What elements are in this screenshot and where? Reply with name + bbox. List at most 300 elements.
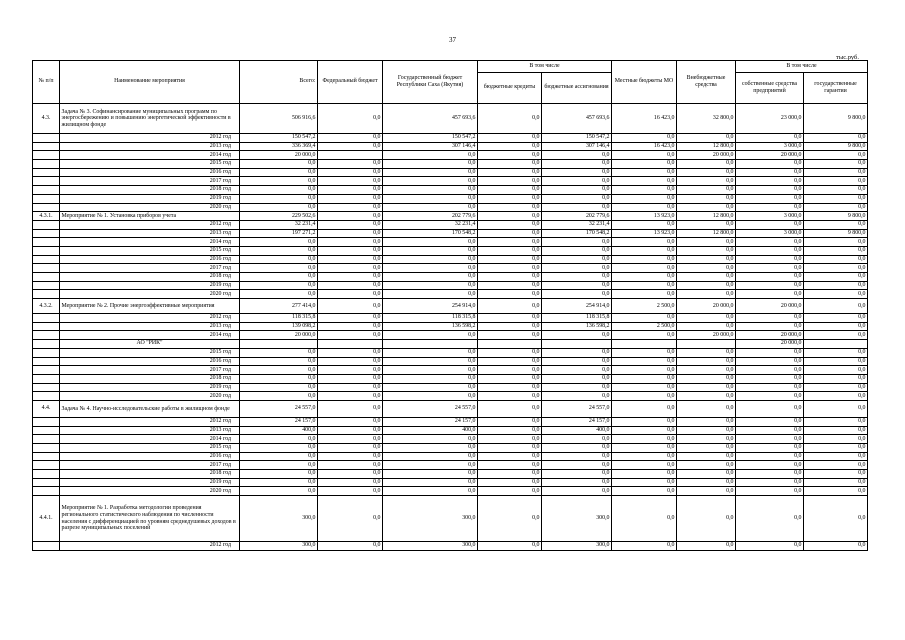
value-cell: 0,0 — [478, 151, 542, 160]
table-row — [33, 470, 868, 479]
value-cell: 0,0 — [612, 478, 677, 487]
value-cell — [677, 340, 736, 349]
value-cell: 0,0 — [383, 203, 478, 212]
header-extra: Внебюджетные средства — [677, 61, 736, 104]
value-cell: 307 146,4 — [383, 142, 478, 151]
value-cell: 24 157,0 — [240, 417, 318, 426]
table-row — [33, 417, 868, 426]
value-cell: 24 157,0 — [383, 417, 478, 426]
value-cell: 0,0 — [318, 426, 383, 435]
value-cell: 20 000,0 — [736, 331, 804, 340]
row-number — [33, 366, 60, 375]
value-cell: 0,0 — [804, 160, 868, 169]
value-cell: 0,0 — [478, 444, 542, 453]
value-cell: 0,0 — [736, 478, 804, 487]
value-cell: 0,0 — [736, 383, 804, 392]
value-cell: 0,0 — [804, 255, 868, 264]
value-cell: 0,0 — [383, 470, 478, 479]
value-cell: 3 000,0 — [736, 229, 804, 238]
header-num: № п/п — [33, 61, 60, 104]
year-label: 2018 год — [60, 470, 240, 479]
value-cell: 0,0 — [612, 281, 677, 290]
year-label: 2014 год — [60, 238, 240, 247]
year-label: 2014 год — [60, 435, 240, 444]
table-row — [33, 366, 868, 375]
value-cell: 0,0 — [383, 281, 478, 290]
value-cell: 0,0 — [677, 444, 736, 453]
value-cell: 0,0 — [677, 400, 736, 417]
value-cell: 0,0 — [804, 383, 868, 392]
value-cell: 0,0 — [736, 357, 804, 366]
value-cell: 0,0 — [804, 487, 868, 496]
table-row — [33, 238, 868, 247]
value-cell: 457 693,6 — [542, 104, 612, 134]
value-cell: 0,0 — [612, 151, 677, 160]
value-cell: 139 098,2 — [240, 322, 318, 331]
value-cell: 0,0 — [612, 426, 677, 435]
value-cell: 197 271,2 — [240, 229, 318, 238]
value-cell: 0,0 — [478, 496, 542, 542]
table-body — [33, 104, 868, 551]
value-cell: 12 800,0 — [677, 142, 736, 151]
value-cell: 0,0 — [612, 168, 677, 177]
value-cell: 0,0 — [542, 461, 612, 470]
row-number — [33, 461, 60, 470]
year-label: 2013 год — [60, 229, 240, 238]
value-cell: 0,0 — [478, 273, 542, 282]
value-cell: 136 598,2 — [542, 322, 612, 331]
year-label: 2016 год — [60, 357, 240, 366]
table-row — [33, 246, 868, 255]
value-cell: 0,0 — [677, 383, 736, 392]
value-cell: 0,0 — [318, 487, 383, 496]
year-label: 2013 год — [60, 426, 240, 435]
value-cell: 0,0 — [804, 314, 868, 323]
value-cell: 0,0 — [612, 264, 677, 273]
value-cell: 0,0 — [677, 273, 736, 282]
value-cell: 0,0 — [542, 264, 612, 273]
value-cell: 0,0 — [478, 417, 542, 426]
value-cell: 0,0 — [318, 160, 383, 169]
value-cell: 0,0 — [478, 452, 542, 461]
value-cell: 0,0 — [383, 177, 478, 186]
row-number — [33, 392, 60, 401]
value-cell: 0,0 — [804, 322, 868, 331]
value-cell: 0,0 — [318, 331, 383, 340]
value-cell: 0,0 — [736, 487, 804, 496]
value-cell: 0,0 — [736, 264, 804, 273]
table-row — [33, 203, 868, 212]
value-cell: 0,0 — [804, 331, 868, 340]
row-number — [33, 255, 60, 264]
value-cell: 0,0 — [478, 461, 542, 470]
value-cell: 0,0 — [478, 246, 542, 255]
value-cell: 24 557,0 — [383, 400, 478, 417]
value-cell: 0,0 — [804, 238, 868, 247]
value-cell: 0,0 — [478, 186, 542, 195]
value-cell: 0,0 — [804, 417, 868, 426]
year-label: 2020 год — [60, 203, 240, 212]
value-cell: 0,0 — [478, 299, 542, 314]
value-cell: 0,0 — [240, 478, 318, 487]
value-cell: 0,0 — [677, 426, 736, 435]
value-cell: 0,0 — [318, 452, 383, 461]
value-cell: 0,0 — [612, 273, 677, 282]
table-row — [33, 340, 868, 349]
value-cell: 0,0 — [736, 322, 804, 331]
value-cell: 0,0 — [542, 238, 612, 247]
value-cell: 20 000,0 — [736, 151, 804, 160]
table-row — [33, 264, 868, 273]
header-own: собственные средства предприятий — [736, 73, 804, 104]
value-cell: 0,0 — [736, 246, 804, 255]
table-row — [33, 290, 868, 299]
value-cell: 0,0 — [804, 542, 868, 551]
value-cell: 0,0 — [478, 203, 542, 212]
value-cell: 0,0 — [612, 255, 677, 264]
value-cell: 0,0 — [736, 366, 804, 375]
value-cell: 0,0 — [240, 264, 318, 273]
header-credits: бюджетные кредиты — [478, 73, 542, 104]
value-cell: 118 315,8 — [240, 314, 318, 323]
value-cell: 0,0 — [736, 348, 804, 357]
value-cell: 0,0 — [677, 203, 736, 212]
value-cell: 229 502,6 — [240, 212, 318, 221]
value-cell: 0,0 — [804, 426, 868, 435]
value-cell: 0,0 — [318, 264, 383, 273]
value-cell: 0,0 — [542, 281, 612, 290]
value-cell: 0,0 — [677, 290, 736, 299]
table-row-group — [33, 212, 868, 221]
value-cell: 0,0 — [804, 470, 868, 479]
value-cell: 0,0 — [612, 238, 677, 247]
header-allocations: бюджетные ассигнования — [542, 73, 612, 104]
value-cell: 0,0 — [542, 186, 612, 195]
row-number: 4.4. — [33, 400, 60, 417]
value-cell: 0,0 — [612, 366, 677, 375]
value-cell: 0,0 — [318, 212, 383, 221]
value-cell: 0,0 — [383, 366, 478, 375]
value-cell: 0,0 — [736, 160, 804, 169]
year-label: 2015 год — [60, 444, 240, 453]
value-cell: 0,0 — [804, 357, 868, 366]
value-cell: 0,0 — [318, 104, 383, 134]
value-cell: 0,0 — [240, 348, 318, 357]
table-row — [33, 186, 868, 195]
activity-name: Задача № 3. Софинансирование муниципальных программ по энергосбережению и повышению энергетической эффективности в жилищном фонде — [60, 104, 240, 134]
row-number — [33, 452, 60, 461]
value-cell: 12 800,0 — [677, 212, 736, 221]
value-cell: 0,0 — [612, 348, 677, 357]
value-cell: 0,0 — [318, 273, 383, 282]
value-cell: 0,0 — [804, 281, 868, 290]
value-cell: 0,0 — [542, 374, 612, 383]
value-cell: 0,0 — [542, 383, 612, 392]
row-number — [33, 290, 60, 299]
row-number — [33, 238, 60, 247]
value-cell: 0,0 — [478, 238, 542, 247]
value-cell: 3 000,0 — [736, 142, 804, 151]
value-cell: 150 547,2 — [542, 134, 612, 143]
value-cell: 0,0 — [736, 203, 804, 212]
value-cell: 0,0 — [612, 496, 677, 542]
row-number — [33, 470, 60, 479]
value-cell: 0,0 — [542, 357, 612, 366]
value-cell: 0,0 — [677, 134, 736, 143]
value-cell: 0,0 — [240, 168, 318, 177]
value-cell: 0,0 — [804, 290, 868, 299]
value-cell: 0,0 — [318, 470, 383, 479]
value-cell: 0,0 — [612, 400, 677, 417]
year-label: 2018 год — [60, 186, 240, 195]
value-cell: 506 916,6 — [240, 104, 318, 134]
value-cell: 0,0 — [318, 478, 383, 487]
table-row — [33, 374, 868, 383]
year-label: 2019 год — [60, 383, 240, 392]
row-number — [33, 134, 60, 143]
value-cell: 0,0 — [736, 374, 804, 383]
value-cell: 0,0 — [804, 246, 868, 255]
value-cell: 0,0 — [736, 238, 804, 247]
table-row — [33, 452, 868, 461]
value-cell: 0,0 — [318, 203, 383, 212]
value-cell: 0,0 — [240, 290, 318, 299]
value-cell: 0,0 — [318, 322, 383, 331]
value-cell: 0,0 — [318, 435, 383, 444]
value-cell: 0,0 — [240, 392, 318, 401]
header-name: Наименование мероприятия — [60, 61, 240, 104]
row-number — [33, 168, 60, 177]
value-cell: 0,0 — [478, 348, 542, 357]
table-row — [33, 478, 868, 487]
value-cell: 0,0 — [736, 281, 804, 290]
year-label: 2020 год — [60, 487, 240, 496]
value-cell — [318, 340, 383, 349]
value-cell: 0,0 — [736, 134, 804, 143]
value-cell: 13 923,0 — [612, 229, 677, 238]
table-row — [33, 281, 868, 290]
row-number — [33, 478, 60, 487]
value-cell: 2 500,0 — [612, 299, 677, 314]
value-cell: 20 000,0 — [677, 151, 736, 160]
value-cell: 0,0 — [542, 470, 612, 479]
value-cell: 0,0 — [318, 496, 383, 542]
value-cell: 0,0 — [383, 186, 478, 195]
value-cell: 0,0 — [478, 478, 542, 487]
value-cell: 0,0 — [542, 273, 612, 282]
value-cell: 9 800,0 — [804, 229, 868, 238]
table-row — [33, 168, 868, 177]
value-cell: 0,0 — [542, 392, 612, 401]
row-number — [33, 331, 60, 340]
value-cell: 0,0 — [318, 281, 383, 290]
value-cell: 0,0 — [804, 461, 868, 470]
value-cell: 0,0 — [240, 461, 318, 470]
table-row — [33, 160, 868, 169]
header-total: Всего: — [240, 61, 318, 104]
value-cell: 0,0 — [478, 426, 542, 435]
value-cell: 202 779,6 — [542, 212, 612, 221]
value-cell: 0,0 — [383, 160, 478, 169]
table-row — [33, 134, 868, 143]
value-cell: 0,0 — [318, 299, 383, 314]
row-number — [33, 160, 60, 169]
value-cell: 400,0 — [383, 426, 478, 435]
value-cell: 0,0 — [318, 314, 383, 323]
value-cell: 0,0 — [383, 487, 478, 496]
value-cell: 400,0 — [240, 426, 318, 435]
table-row — [33, 273, 868, 282]
value-cell: 0,0 — [383, 383, 478, 392]
year-label: 2019 год — [60, 478, 240, 487]
value-cell: 0,0 — [736, 177, 804, 186]
value-cell: 0,0 — [804, 273, 868, 282]
table-row — [33, 357, 868, 366]
table-row — [33, 487, 868, 496]
value-cell: 0,0 — [612, 134, 677, 143]
value-cell: 0,0 — [318, 374, 383, 383]
value-cell: 0,0 — [478, 322, 542, 331]
value-cell: 0,0 — [478, 366, 542, 375]
value-cell: 0,0 — [612, 470, 677, 479]
year-label: 2012 год — [60, 314, 240, 323]
value-cell: 24 157,0 — [542, 417, 612, 426]
value-cell: 0,0 — [318, 186, 383, 195]
value-cell: 0,0 — [318, 255, 383, 264]
value-cell: 0,0 — [612, 383, 677, 392]
value-cell: 0,0 — [736, 392, 804, 401]
value-cell: 0,0 — [542, 290, 612, 299]
row-number — [33, 151, 60, 160]
value-cell: 0,0 — [318, 134, 383, 143]
value-cell: 0,0 — [804, 478, 868, 487]
table-row-group — [33, 299, 868, 314]
value-cell: 20 000,0 — [677, 331, 736, 340]
year-label: 2012 год — [60, 220, 240, 229]
header-federal: Федеральный бюджет — [318, 61, 383, 104]
year-label: 2016 год — [60, 168, 240, 177]
value-cell: 0,0 — [478, 264, 542, 273]
value-cell: 32 231,4 — [383, 220, 478, 229]
value-cell: 0,0 — [478, 374, 542, 383]
value-cell — [542, 340, 612, 349]
value-cell — [240, 340, 318, 349]
table-row — [33, 177, 868, 186]
value-cell: 32 231,4 — [240, 220, 318, 229]
value-cell: 0,0 — [318, 357, 383, 366]
year-label: 2019 год — [60, 194, 240, 203]
value-cell: 0,0 — [318, 290, 383, 299]
value-cell: 0,0 — [240, 203, 318, 212]
row-number — [33, 177, 60, 186]
value-cell: 0,0 — [736, 273, 804, 282]
row-number — [33, 487, 60, 496]
header-guarantees: государственные гарантии — [804, 73, 868, 104]
value-cell: 0,0 — [478, 487, 542, 496]
value-cell: 0,0 — [542, 177, 612, 186]
year-label: 2017 год — [60, 177, 240, 186]
value-cell: 20 000,0 — [736, 299, 804, 314]
value-cell: 0,0 — [612, 220, 677, 229]
value-cell: 0,0 — [383, 435, 478, 444]
value-cell: 118 315,8 — [542, 314, 612, 323]
value-cell: 0,0 — [804, 186, 868, 195]
table-row — [33, 383, 868, 392]
row-number — [33, 142, 60, 151]
value-cell: 0,0 — [318, 348, 383, 357]
value-cell: 254 914,0 — [383, 299, 478, 314]
value-cell: 0,0 — [542, 203, 612, 212]
value-cell: 0,0 — [318, 246, 383, 255]
table-row-group — [33, 400, 868, 417]
value-cell: 0,0 — [612, 392, 677, 401]
value-cell: 0,0 — [677, 246, 736, 255]
row-number — [33, 383, 60, 392]
financing-table — [32, 60, 868, 551]
value-cell: 150 547,2 — [240, 134, 318, 143]
year-label: 2019 год — [60, 281, 240, 290]
value-cell: 0,0 — [677, 487, 736, 496]
value-cell: 277 414,0 — [240, 299, 318, 314]
header-local: Местные бюджеты МО — [612, 61, 677, 104]
row-number — [33, 203, 60, 212]
value-cell: 0,0 — [804, 134, 868, 143]
value-cell: 0,0 — [318, 366, 383, 375]
header-including-group-2: В том числе — [736, 61, 868, 73]
value-cell: 0,0 — [804, 435, 868, 444]
year-label: 2017 год — [60, 461, 240, 470]
row-number — [33, 348, 60, 357]
value-cell: 0,0 — [478, 142, 542, 151]
value-cell: 0,0 — [240, 444, 318, 453]
value-cell: 0,0 — [240, 452, 318, 461]
value-cell: 0,0 — [478, 383, 542, 392]
value-cell: 20 000,0 — [736, 340, 804, 349]
table-row — [33, 322, 868, 331]
value-cell: 0,0 — [240, 160, 318, 169]
year-label: 2014 год — [60, 331, 240, 340]
value-cell: 0,0 — [612, 444, 677, 453]
value-cell: 0,0 — [736, 194, 804, 203]
value-cell: 0,0 — [542, 348, 612, 357]
value-cell: 0,0 — [612, 357, 677, 366]
value-cell: 0,0 — [677, 435, 736, 444]
value-cell: 0,0 — [478, 177, 542, 186]
value-cell — [383, 340, 478, 349]
value-cell: 0,0 — [542, 194, 612, 203]
value-cell: 0,0 — [612, 186, 677, 195]
value-cell: 0,0 — [478, 212, 542, 221]
value-cell: 0,0 — [612, 160, 677, 169]
year-label: 2012 год — [60, 134, 240, 143]
value-cell: 300,0 — [383, 496, 478, 542]
value-cell: 0,0 — [542, 444, 612, 453]
value-cell: 0,0 — [318, 229, 383, 238]
value-cell: 0,0 — [240, 357, 318, 366]
value-cell: 0,0 — [804, 452, 868, 461]
value-cell: 0,0 — [478, 392, 542, 401]
value-cell: 0,0 — [677, 186, 736, 195]
value-cell: 0,0 — [677, 194, 736, 203]
value-cell: 0,0 — [612, 246, 677, 255]
value-cell: 0,0 — [677, 366, 736, 375]
value-cell: 150 547,2 — [383, 134, 478, 143]
row-number — [33, 435, 60, 444]
value-cell: 300,0 — [240, 542, 318, 551]
value-cell: 0,0 — [804, 496, 868, 542]
value-cell: 0,0 — [736, 220, 804, 229]
value-cell: 24 557,0 — [542, 400, 612, 417]
